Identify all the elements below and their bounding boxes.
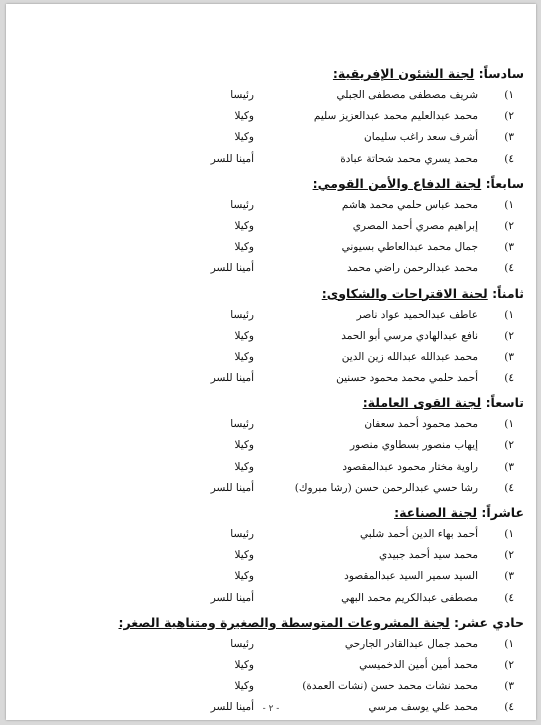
member-number: ٤)	[504, 481, 514, 494]
member-name: محمد عباس حلمي محمد هاشم	[341, 198, 478, 211]
member-number: ١)	[504, 308, 514, 321]
member-name: أشرف سعد راغب سليمان	[364, 131, 478, 144]
committee-title: لجنة الدفاع والأمن القومي:	[312, 175, 482, 191]
committee-title: لجنة الاقتراحات والشكاوى:	[321, 285, 488, 301]
member-name: محمد سيد أحمد جبيدي	[378, 549, 478, 562]
committee-list	[24, 64, 524, 723]
member-number: ٣)	[504, 680, 514, 693]
member-role: وكيلا	[234, 439, 254, 452]
member-name: محمد عبدالرحمن راضي محمد	[346, 262, 478, 275]
member-role: رئيسا	[230, 308, 254, 321]
member-number: ٢)	[504, 549, 514, 562]
member-name: جمال محمد عبدالعاطي بسيوني	[341, 241, 478, 254]
member-role: رئيسا	[230, 89, 254, 101]
member-row	[24, 107, 524, 128]
committee-heading	[24, 393, 524, 413]
member-name: عاطف عبدالحميد عواد ناصر	[356, 308, 478, 321]
member-row	[24, 196, 524, 217]
committee-section	[24, 284, 524, 391]
member-role: وكيلا	[234, 570, 254, 583]
member-number: ٢)	[504, 439, 514, 452]
member-number: ١)	[504, 637, 514, 650]
member-role: رئيسا	[230, 528, 254, 540]
member-name: أحمد حلمي محمد محمود حسنين	[336, 372, 478, 385]
member-name: شريف مصطفى مصطفى الجبلي	[336, 89, 478, 101]
committee-title: لجنة القوى العاملة:	[362, 395, 482, 411]
member-number: ٤)	[504, 262, 514, 275]
member-role: أمينا للسر	[210, 481, 254, 494]
committee-ordinal: سادساً:	[478, 66, 524, 81]
member-row	[24, 656, 524, 677]
member-name: مصطفى عبدالكريم محمد البهي	[341, 591, 478, 604]
member-name: إيهاب منصور بسطاوي منصور	[350, 439, 478, 452]
member-number: ٤)	[504, 152, 514, 165]
member-name: محمد عبدالله عبدالله زين الدين	[341, 350, 478, 363]
committee-title: لجنة المشروعات المتوسطة والصغيرة ومتناهية الصغر:	[118, 614, 450, 630]
member-name: إبراهيم مصري أحمد المصري	[352, 219, 478, 232]
member-role: رئيسا	[230, 418, 254, 431]
member-role: وكيلا	[234, 241, 254, 254]
member-role: وكيلا	[234, 460, 254, 473]
member-number: ٣)	[504, 350, 514, 363]
member-row	[24, 238, 524, 259]
member-role: أمينا للسر	[210, 372, 254, 385]
committee-ordinal: ثامناً:	[492, 285, 524, 301]
member-number: ١)	[504, 198, 514, 211]
member-row	[24, 150, 524, 171]
member-role: وكيلا	[234, 110, 254, 123]
member-row	[24, 217, 524, 238]
member-name: محمد أمين أمين الدخميسي	[359, 658, 478, 671]
member-number: ٢)	[504, 110, 514, 123]
member-number: ١)	[504, 89, 514, 101]
member-role: وكيلا	[234, 131, 254, 144]
committee-section	[24, 64, 524, 171]
member-row	[24, 635, 524, 656]
member-number: ٣)	[504, 131, 514, 144]
document-page	[6, 4, 536, 720]
committee-ordinal: عاشراً:	[481, 505, 524, 520]
member-row	[24, 369, 524, 390]
member-row	[24, 567, 524, 588]
member-row	[24, 479, 524, 500]
committee-title: لجنة الشئون الإفريقية:	[332, 66, 475, 81]
member-name: محمد نشات محمد حسن (نشات العمدة)	[302, 680, 478, 693]
member-name: راوية مختار محمود عبدالمقصود	[342, 460, 478, 473]
member-role: أمينا للسر	[210, 701, 254, 714]
committee-ordinal: حادي عشر:	[454, 614, 524, 630]
member-row	[24, 458, 524, 479]
committee-heading	[24, 174, 524, 194]
member-row	[24, 677, 524, 698]
member-number: ٤)	[504, 701, 514, 714]
member-number: ٢)	[504, 658, 514, 671]
member-row	[24, 546, 524, 567]
member-role: أمينا للسر	[210, 262, 254, 275]
committee-heading	[24, 613, 524, 633]
member-name: محمد محمود أحمد سعفان	[364, 418, 478, 431]
member-role: أمينا للسر	[210, 152, 254, 165]
member-row	[24, 86, 524, 107]
member-number: ٤)	[504, 372, 514, 385]
member-number: ٢)	[504, 329, 514, 342]
member-role: رئيسا	[230, 198, 254, 211]
member-number: ١)	[504, 418, 514, 431]
member-role: وكيلا	[234, 549, 254, 562]
member-role: وكيلا	[234, 680, 254, 693]
member-number: ٣)	[504, 460, 514, 473]
member-role: وكيلا	[234, 350, 254, 363]
member-row	[24, 327, 524, 348]
member-row	[24, 415, 524, 436]
committee-section	[24, 174, 524, 281]
member-name: محمد علي يوسف مرسي	[368, 701, 478, 714]
member-name: نافع عبدالهادي مرسي أبو الحمد	[341, 329, 478, 342]
committee-ordinal: سابعاً:	[485, 175, 524, 191]
member-role: وكيلا	[234, 219, 254, 232]
committee-title: لجنة الصناعة:	[394, 505, 478, 520]
member-number: ٢)	[504, 219, 514, 232]
member-role: وكيلا	[234, 329, 254, 342]
member-name: محمد عبدالعليم محمد عبدالعزيز سليم	[313, 110, 478, 123]
member-name: محمد يسري محمد شحاتة عبادة	[340, 152, 478, 165]
member-row	[24, 525, 524, 546]
committee-heading	[24, 503, 524, 523]
member-name: رشا حسي عبدالرحمن حسن (رشا مبروك)	[294, 481, 478, 494]
member-row	[24, 306, 524, 327]
member-role: رئيسا	[230, 637, 254, 650]
member-number: ٣)	[504, 570, 514, 583]
member-row	[24, 259, 524, 280]
member-number: ٣)	[504, 241, 514, 254]
member-name: محمد جمال عبدالقادر الجارحي	[344, 637, 478, 650]
member-role: أمينا للسر	[210, 591, 254, 604]
member-number: ١)	[504, 528, 514, 540]
member-name: السيد سمير السيد عبدالمقصود	[344, 570, 478, 583]
member-row	[24, 128, 524, 149]
member-row	[24, 436, 524, 457]
committee-section	[24, 503, 524, 610]
committee-section	[24, 393, 524, 500]
member-row	[24, 589, 524, 610]
committee-heading	[24, 64, 524, 84]
member-name: أحمد بهاء الدين أحمد شلبي	[360, 528, 478, 540]
committee-ordinal: تاسعاً:	[485, 395, 524, 411]
committee-heading	[24, 284, 524, 304]
page-number: - ٢ -	[262, 704, 280, 714]
member-role: وكيلا	[234, 658, 254, 671]
member-row	[24, 348, 524, 369]
member-number: ٤)	[504, 591, 514, 604]
